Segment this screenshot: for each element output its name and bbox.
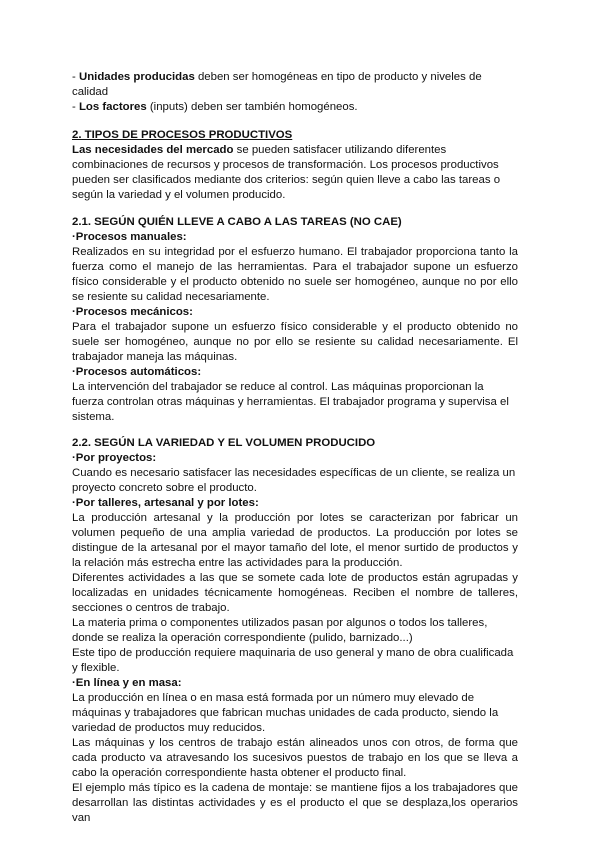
linea-paragraph-3: El ejemplo más típico es la cadena de montaje: se mantiene fijos a los trabajadores que desarrollan las distintas actividades y es el producto el que se desplaza,los operarios van [72, 782, 518, 824]
talleres-title: ·Por talleres, artesanal y por lotes: [72, 497, 259, 509]
document-body [72, 70, 518, 826]
section-2-2-title: 2.2. SEGÚN LA VARIEDAD Y EL VOLUMEN PRODUCIDO [72, 437, 376, 449]
automaticos-title: ·Procesos automáticos: [72, 366, 202, 378]
linea-paragraph-1: La producción en línea o en masa está formada por un número muy elevado de máquinas y trabajadores que fabrican muchas unidades de cada producto, siendo la variedad de productos muy reducidos. [72, 692, 499, 734]
proyectos-title: ·Por proyectos: [72, 452, 157, 464]
talleres-paragraph-3: La materia prima o componentes utilizados pasan por algunos o todos los talleres, donde se realiza la operación correspondiente (pulido, barnizado...) [72, 617, 488, 644]
intro-text-2: (inputs) deben ser también homogéneos. [146, 101, 358, 113]
talleres-paragraph-4: Este tipo de producción requiere maquinaria de uso general y mano de obra cualificada y flexible. [72, 647, 514, 674]
talleres-paragraph-1: La producción artesanal y la producción por lotes se caracterizan por fabricar un volumen pequeño de una amplia variedad de productos. La producción por lotes se distingue de la artesanal por el mayor tamaño del lote, el menor surtido de productos y la relación más estrecha entre las actividades para la producción. [72, 512, 518, 569]
manual-title: ·Procesos manuales: [72, 231, 187, 243]
section-2-title: 2. TIPOS DE PROCESOS PRODUCTIVOS [72, 129, 293, 141]
intro-text-1: deben ser homogéneas en tipo de producto y niveles de calidad [72, 71, 482, 98]
intro-bold-2: Los factores [78, 101, 147, 113]
automaticos-text: La intervención del trabajador se reduce al control. Las máquinas proporcionan la fuerza controlan otras máquinas y herramientas. El trabajador programa y supervisa el sistema. [72, 381, 509, 423]
mecanicos-title: ·Procesos mecánicos: [72, 306, 193, 318]
mecanicos-text: Para el trabajador supone un esfuerzo físico considerable y el producto obtenido no suele ser homogéneo, aunque no por ello se resiente su calidad necesariamente. El trabajador maneja las máquinas. [72, 321, 518, 363]
section-2-paragraph [72, 143, 518, 203]
intro-line-1: - Unidades producidas deben ser homogéneas en tipo de producto y niveles de calidad [72, 71, 482, 98]
intro-line-2: - Los factores (inputs) deben ser también homogéneos. [72, 101, 358, 113]
linea-title: ·En línea y en masa: [72, 677, 182, 689]
manual-text: Realizados en su integridad por el esfuerzo humano. El trabajador proporciona tanto la fuerza como el manejo de las herramientas. Para el trabajador supone un esfuerzo físico considerable y el producto obtenido no suele ser homogéneo, aunque no por ello se resiente su calidad necesariamente. [72, 246, 518, 303]
section-2-bold: Las necesidades del mercado [72, 144, 234, 156]
section-2-text: se pueden satisfacer utilizando diferentes combinaciones de recursos y procesos de transformación. Los procesos productivos pueden ser clasificados mediante dos criterios: según quien lleve a cabo las tareas o según la variedad y el volumen producido. [72, 144, 501, 201]
intro-bold-1: Unidades producidas [78, 71, 195, 83]
linea-paragraph-2: Las máquinas y los centros de trabajo están alineados unos con otros, de forma que cada producto va atravesando los sucesivos puestos de trabajo en los que se lleva a cabo la operación correspondiente hasta obtener el producto final. [72, 737, 518, 779]
section-2-1-title: 2.1. SEGÚN QUIÉN LLEVE A CABO A LAS TAREAS (NO CAE) [72, 216, 402, 228]
proyectos-text: Cuando es necesario satisfacer las necesidades específicas de un cliente, se realiza un proyecto concreto sobre el producto. [72, 467, 516, 494]
talleres-paragraph-2: Diferentes actividades a las que se somete cada lote de productos están agrupadas y localizadas en unidades técnicamente homogéneas. Reciben el nombre de talleres, secciones o centros de trabajo. [72, 572, 518, 614]
